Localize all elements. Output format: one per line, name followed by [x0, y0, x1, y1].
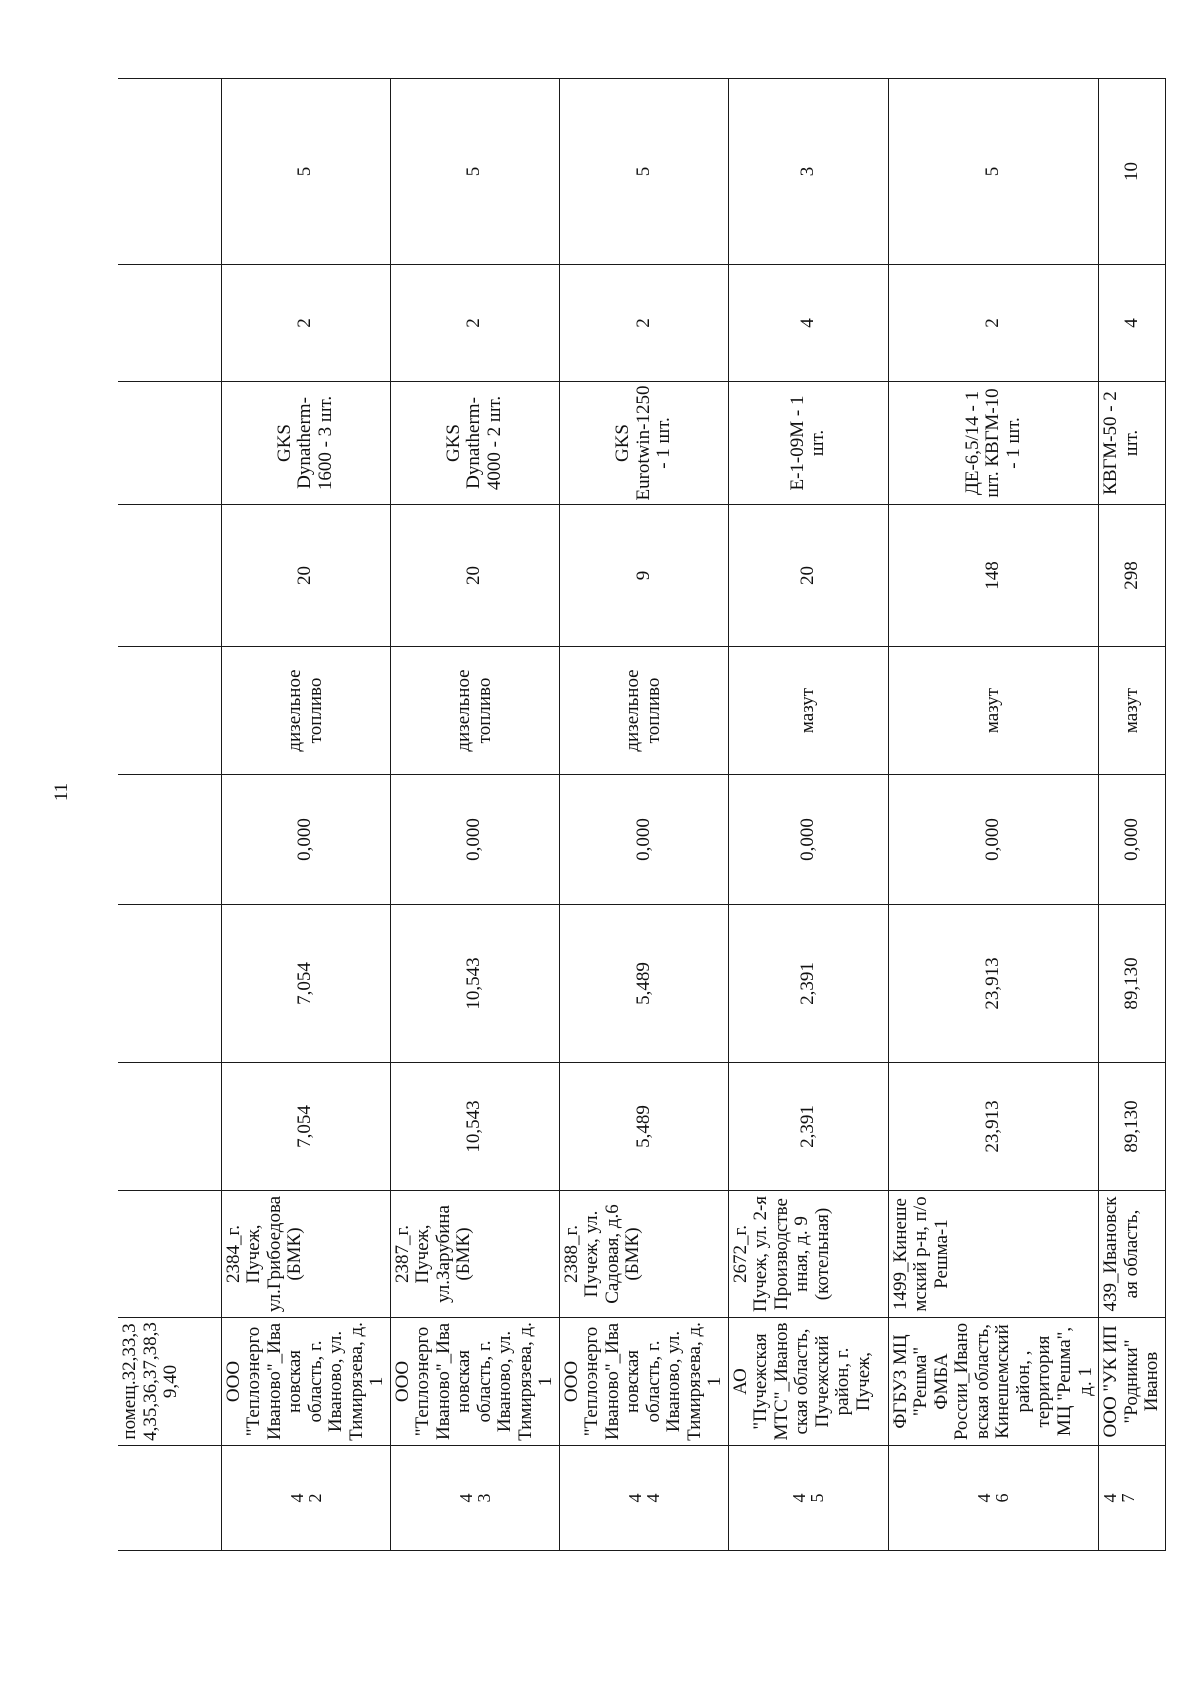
table-row — [221, 79, 390, 1551]
power-cell: 9 — [559, 505, 728, 647]
count-cell — [118, 265, 221, 382]
owner-cell: ООО "Теплоэнерго Иваново"_Ивановская область, г. Иваново, ул. Тимирязева, д. 1 — [559, 1318, 728, 1446]
value-cell-1: 2,391 — [728, 1063, 888, 1191]
value-cell-2: 10,543 — [390, 905, 559, 1063]
value-cell-3: 0,000 — [1099, 775, 1166, 905]
fuel-cell: мазут — [888, 647, 1098, 775]
fuel-cell — [118, 647, 221, 775]
value-cell — [118, 775, 221, 905]
table-row — [728, 79, 888, 1551]
rotated-table-frame — [118, 79, 1163, 1551]
boilers-cell — [118, 382, 221, 505]
address-cell: 2672_г. Пучеж, ул. 2-я Производственная, д. 9 (котельная) — [728, 1191, 888, 1318]
power-cell — [118, 505, 221, 647]
last-cell: 5 — [888, 79, 1098, 265]
power-cell: 20 — [728, 505, 888, 647]
count-cell: 2 — [390, 265, 559, 382]
value-cell-1: 10,543 — [390, 1063, 559, 1191]
fuel-cell: дизельное топливо — [221, 647, 390, 775]
value-cell-2: 5,489 — [559, 905, 728, 1063]
address-cell: 1499_Кинешемский р-н, п/о Решма-1 — [888, 1191, 1098, 1318]
address-cell: 2387_г. Пучеж, ул.Зарубина (БМК) — [390, 1191, 559, 1318]
value-cell — [118, 1063, 221, 1191]
boilers-cell: КВГМ-50 - 2 шт. — [1099, 382, 1166, 505]
power-cell: 20 — [221, 505, 390, 647]
owner-cell: ООО "Теплоэнерго Иваново"_Ивановская область, г. Иваново, ул. Тимирязева, д. 1 — [221, 1318, 390, 1446]
value-cell-3: 0,000 — [221, 775, 390, 905]
fuel-cell: дизельное топливо — [390, 647, 559, 775]
count-cell: 4 — [728, 265, 888, 382]
table-row — [559, 79, 728, 1551]
value-cell-1: 23,913 — [888, 1063, 1098, 1191]
row-number-cell: 4 3 — [390, 1446, 559, 1551]
fuel-cell: дизельное топливо — [559, 647, 728, 775]
owner-cell: помещ.32,33,34,35,36,37,38,39,40 — [118, 1318, 221, 1446]
fuel-cell: мазут — [1099, 647, 1166, 775]
fuel-cell: мазут — [728, 647, 888, 775]
owner-cell: ФГБУЗ МЦ "Решма" ФМБА России_Ивановская область, Кинешемский район, , территория МЦ "Решма", д. 1 — [888, 1318, 1098, 1446]
value-cell-1: 5,489 — [559, 1063, 728, 1191]
table-row-partial — [1099, 79, 1166, 1551]
row-number-cell: 4 7 — [1099, 1446, 1166, 1551]
count-cell: 2 — [221, 265, 390, 382]
value-cell-1: 89,130 — [1099, 1063, 1166, 1191]
power-cell: 298 — [1099, 505, 1166, 647]
boilers-cell: GKS Dynatherm-4000 - 2 шт. — [390, 382, 559, 505]
row-number-cell: 4 6 — [888, 1446, 1098, 1551]
count-cell: 4 — [1099, 265, 1166, 382]
value-cell-3: 0,000 — [888, 775, 1098, 905]
count-cell: 2 — [888, 265, 1098, 382]
boiler-table — [118, 78, 1166, 1551]
table-row — [390, 79, 559, 1551]
address-cell: 2388_г. Пучеж, ул. Садовая, д.6 (БМК) — [559, 1191, 728, 1318]
count-cell: 2 — [559, 265, 728, 382]
value-cell-2: 2,391 — [728, 905, 888, 1063]
address-cell — [118, 1191, 221, 1318]
last-cell: 5 — [390, 79, 559, 265]
table-row-fragment — [118, 79, 221, 1551]
row-number-cell: 4 4 — [559, 1446, 728, 1551]
value-cell-3: 0,000 — [728, 775, 888, 905]
value-cell-1: 7,054 — [221, 1063, 390, 1191]
value-cell-3: 0,000 — [559, 775, 728, 905]
boilers-cell: GKS Eurotwin-1250 - 1 шт. — [559, 382, 728, 505]
table-row — [888, 79, 1098, 1551]
value-cell-2: 7,054 — [221, 905, 390, 1063]
value-cell-3: 0,000 — [390, 775, 559, 905]
row-number-cell — [118, 1446, 221, 1551]
boilers-cell: Е-1-09М - 1 шт. — [728, 382, 888, 505]
row-number-cell: 4 2 — [221, 1446, 390, 1551]
power-cell: 20 — [390, 505, 559, 647]
last-cell: 3 — [728, 79, 888, 265]
owner-cell: АО "Пучежская МТС"_Ивановская область, Пучежский район, г. Пучеж, — [728, 1318, 888, 1446]
power-cell: 148 — [888, 505, 1098, 647]
last-cell — [118, 79, 221, 265]
page-number: 11 — [51, 782, 72, 802]
last-cell: 10 — [1099, 79, 1166, 265]
boilers-cell: ДЕ-6,5/14 - 1 шт. КВГМ-10 - 1 шт. — [888, 382, 1098, 505]
address-cell: 2384_г. Пучеж, ул.Грибоедова (БМК) — [221, 1191, 390, 1318]
value-cell — [118, 905, 221, 1063]
boilers-cell: GKS Dynatherm-1600 - 3 шт. — [221, 382, 390, 505]
last-cell: 5 — [221, 79, 390, 265]
last-cell: 5 — [559, 79, 728, 265]
owner-cell: ООО "Теплоэнерго Иваново"_Ивановская область, г. Иваново, ул. Тимирязева, д. 1 — [390, 1318, 559, 1446]
row-number-cell: 4 5 — [728, 1446, 888, 1551]
owner-cell: ООО "УК ИП "Родники" Иванов — [1099, 1318, 1166, 1446]
value-cell-2: 89,130 — [1099, 905, 1166, 1063]
value-cell-2: 23,913 — [888, 905, 1098, 1063]
address-cell: 439_Ивановская область, — [1099, 1191, 1166, 1318]
